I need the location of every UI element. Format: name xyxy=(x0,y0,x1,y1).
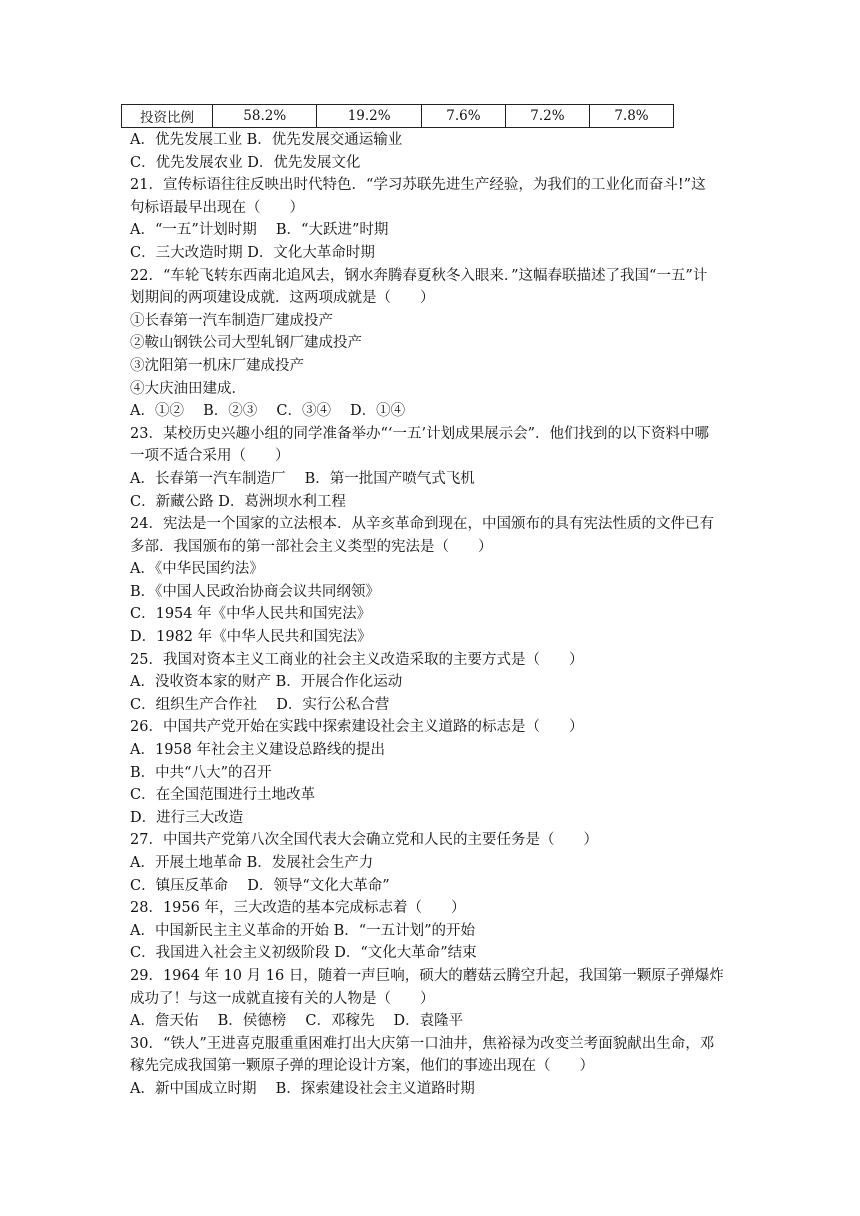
table-row xyxy=(122,105,674,128)
question-30-stem: 30．“铁人”王进喜克服重重困难打出大庆第一口油井，焦裕禄为改变兰考面貌献出生命，邓 xyxy=(130,1035,715,1052)
text-line: C．组织生产合作社 D．实行公私合营 xyxy=(130,696,390,713)
text-line: B．《中国人民政治协商会议共同纲领》 xyxy=(130,583,380,600)
table-cell: 19.2% xyxy=(317,105,421,128)
question-21-stem: 21．宣传标语往往反映出时代特色．“学习苏联先进生产经验，为我们的工业化而奋斗!”这 xyxy=(130,177,706,194)
text-line: C．优先发展农业 D．优先发展文化 xyxy=(130,154,361,171)
question-29-stem: 29．1964 年 10 月 16 日，随着一声巨响，硕大的蘑菇云腾空升起，我国第一颗原子弹爆炸 xyxy=(130,967,724,984)
question-text xyxy=(130,129,735,1101)
text-line: A．1958 年社会主义建设总路线的提出 xyxy=(130,742,385,759)
text-line: A．《中华民国约法》 xyxy=(130,561,264,578)
text-line: ①长春第一汽车制造厂建成投产 xyxy=(130,312,333,329)
investment-table xyxy=(121,104,674,128)
text-line: B．中共“八大”的召开 xyxy=(130,764,272,781)
table-cell: 7.6% xyxy=(421,105,505,128)
text-line: ②鞍山钢铁公司大型轧钢厂建成投产 xyxy=(130,335,362,352)
text-line: A．“一五”计划时期 B．“大跃进”时期 xyxy=(130,222,389,239)
text-line: C．三大改造时期 D．文化大革命时期 xyxy=(130,244,375,261)
text-line: A．长春第一汽车制造厂 B．第一批国产喷气式飞机 xyxy=(130,470,475,487)
text-line: C．我国进入社会主义初级阶段 D．“文化大革命”结束 xyxy=(130,945,477,962)
text-line: 划期间的两项建设成就．这两项成就是（ ） xyxy=(130,290,435,307)
question-22-stem: 22．“车轮飞转东西南北追风去，钢水奔腾春夏秋冬入眼来．”这幅春联描述了我国“一五”计 xyxy=(130,267,708,284)
table-cell: 58.2% xyxy=(213,105,317,128)
text-line: 句标语最早出现在（ ） xyxy=(130,199,304,216)
question-25-stem: 25．我国对资本主义工商业的社会主义改造采取的主要方式是（ ） xyxy=(130,651,584,668)
text-line: C．镇压反革命 D．领导“文化大革命” xyxy=(130,877,390,894)
text-line: D．1982 年《中华人民共和国宪法》 xyxy=(130,629,372,646)
text-line: C．在全国范围进行土地改革 xyxy=(130,787,316,804)
text-line: A．中国新民主主义革命的开始 B．“一五计划”的开始 xyxy=(130,922,476,939)
table-cell: 7.8% xyxy=(589,105,673,128)
text-line: ③沈阳第一机床厂建成投产 xyxy=(130,357,304,374)
text-line: C．新藏公路 D．葛洲坝水利工程 xyxy=(130,493,346,510)
text-line: D．进行三大改造 xyxy=(130,809,244,826)
text-line: A．开展土地革命 B．发展社会生产力 xyxy=(130,855,374,871)
table-row-label: 投资比例 xyxy=(122,105,213,128)
text-line: A．新中国成立时期 B．探索建设社会主义道路时期 xyxy=(130,1080,475,1097)
question-23-stem: 23．某校历史兴趣小组的同学准备举办“‘一五’计划成果展示会”．他们找到的以下资料中哪 xyxy=(130,425,709,442)
text-line: 多部．我国颁布的第一部社会主义类型的宪法是（ ） xyxy=(130,538,493,555)
question-27-stem: 27．中国共产党第八次全国代表大会确立党和人民的主要任务是（ ） xyxy=(130,832,598,849)
text-line: C．1954 年《中华人民共和国宪法》 xyxy=(130,606,372,623)
text-line: A．①② B．②③ C．③④ D．①④ xyxy=(130,403,406,420)
question-26-stem: 26．中国共产党开始在实践中探索建设社会主义道路的标志是（ ） xyxy=(130,719,584,736)
text-line: A．詹天佑 B．侯德榜 C．邓稼先 D．袁隆平 xyxy=(130,1013,464,1030)
text-line: A．优先发展工业 B．优先发展交通运输业 xyxy=(130,132,403,148)
question-28-stem: 28．1956 年，三大改造的基本完成标志着（ ） xyxy=(130,900,466,917)
text-line: 稼先完成我国第一颗原子弹的理论设计方案，他们的事迹出现在（ ） xyxy=(130,1058,594,1075)
text-line: A．没收资本家的财产 B．开展合作化运动 xyxy=(130,674,403,691)
text-line: ④大庆油田建成． xyxy=(130,380,246,397)
text-line: 一项不适合采用（ ） xyxy=(130,448,290,465)
table-cell: 7.2% xyxy=(505,105,589,128)
question-24-stem: 24．宪法是一个国家的立法根本．从辛亥革命到现在，中国颁布的具有宪法性质的文件已有 xyxy=(130,516,714,533)
text-line: 成功了！与这一成就直接有关的人物是（ ） xyxy=(130,990,435,1007)
